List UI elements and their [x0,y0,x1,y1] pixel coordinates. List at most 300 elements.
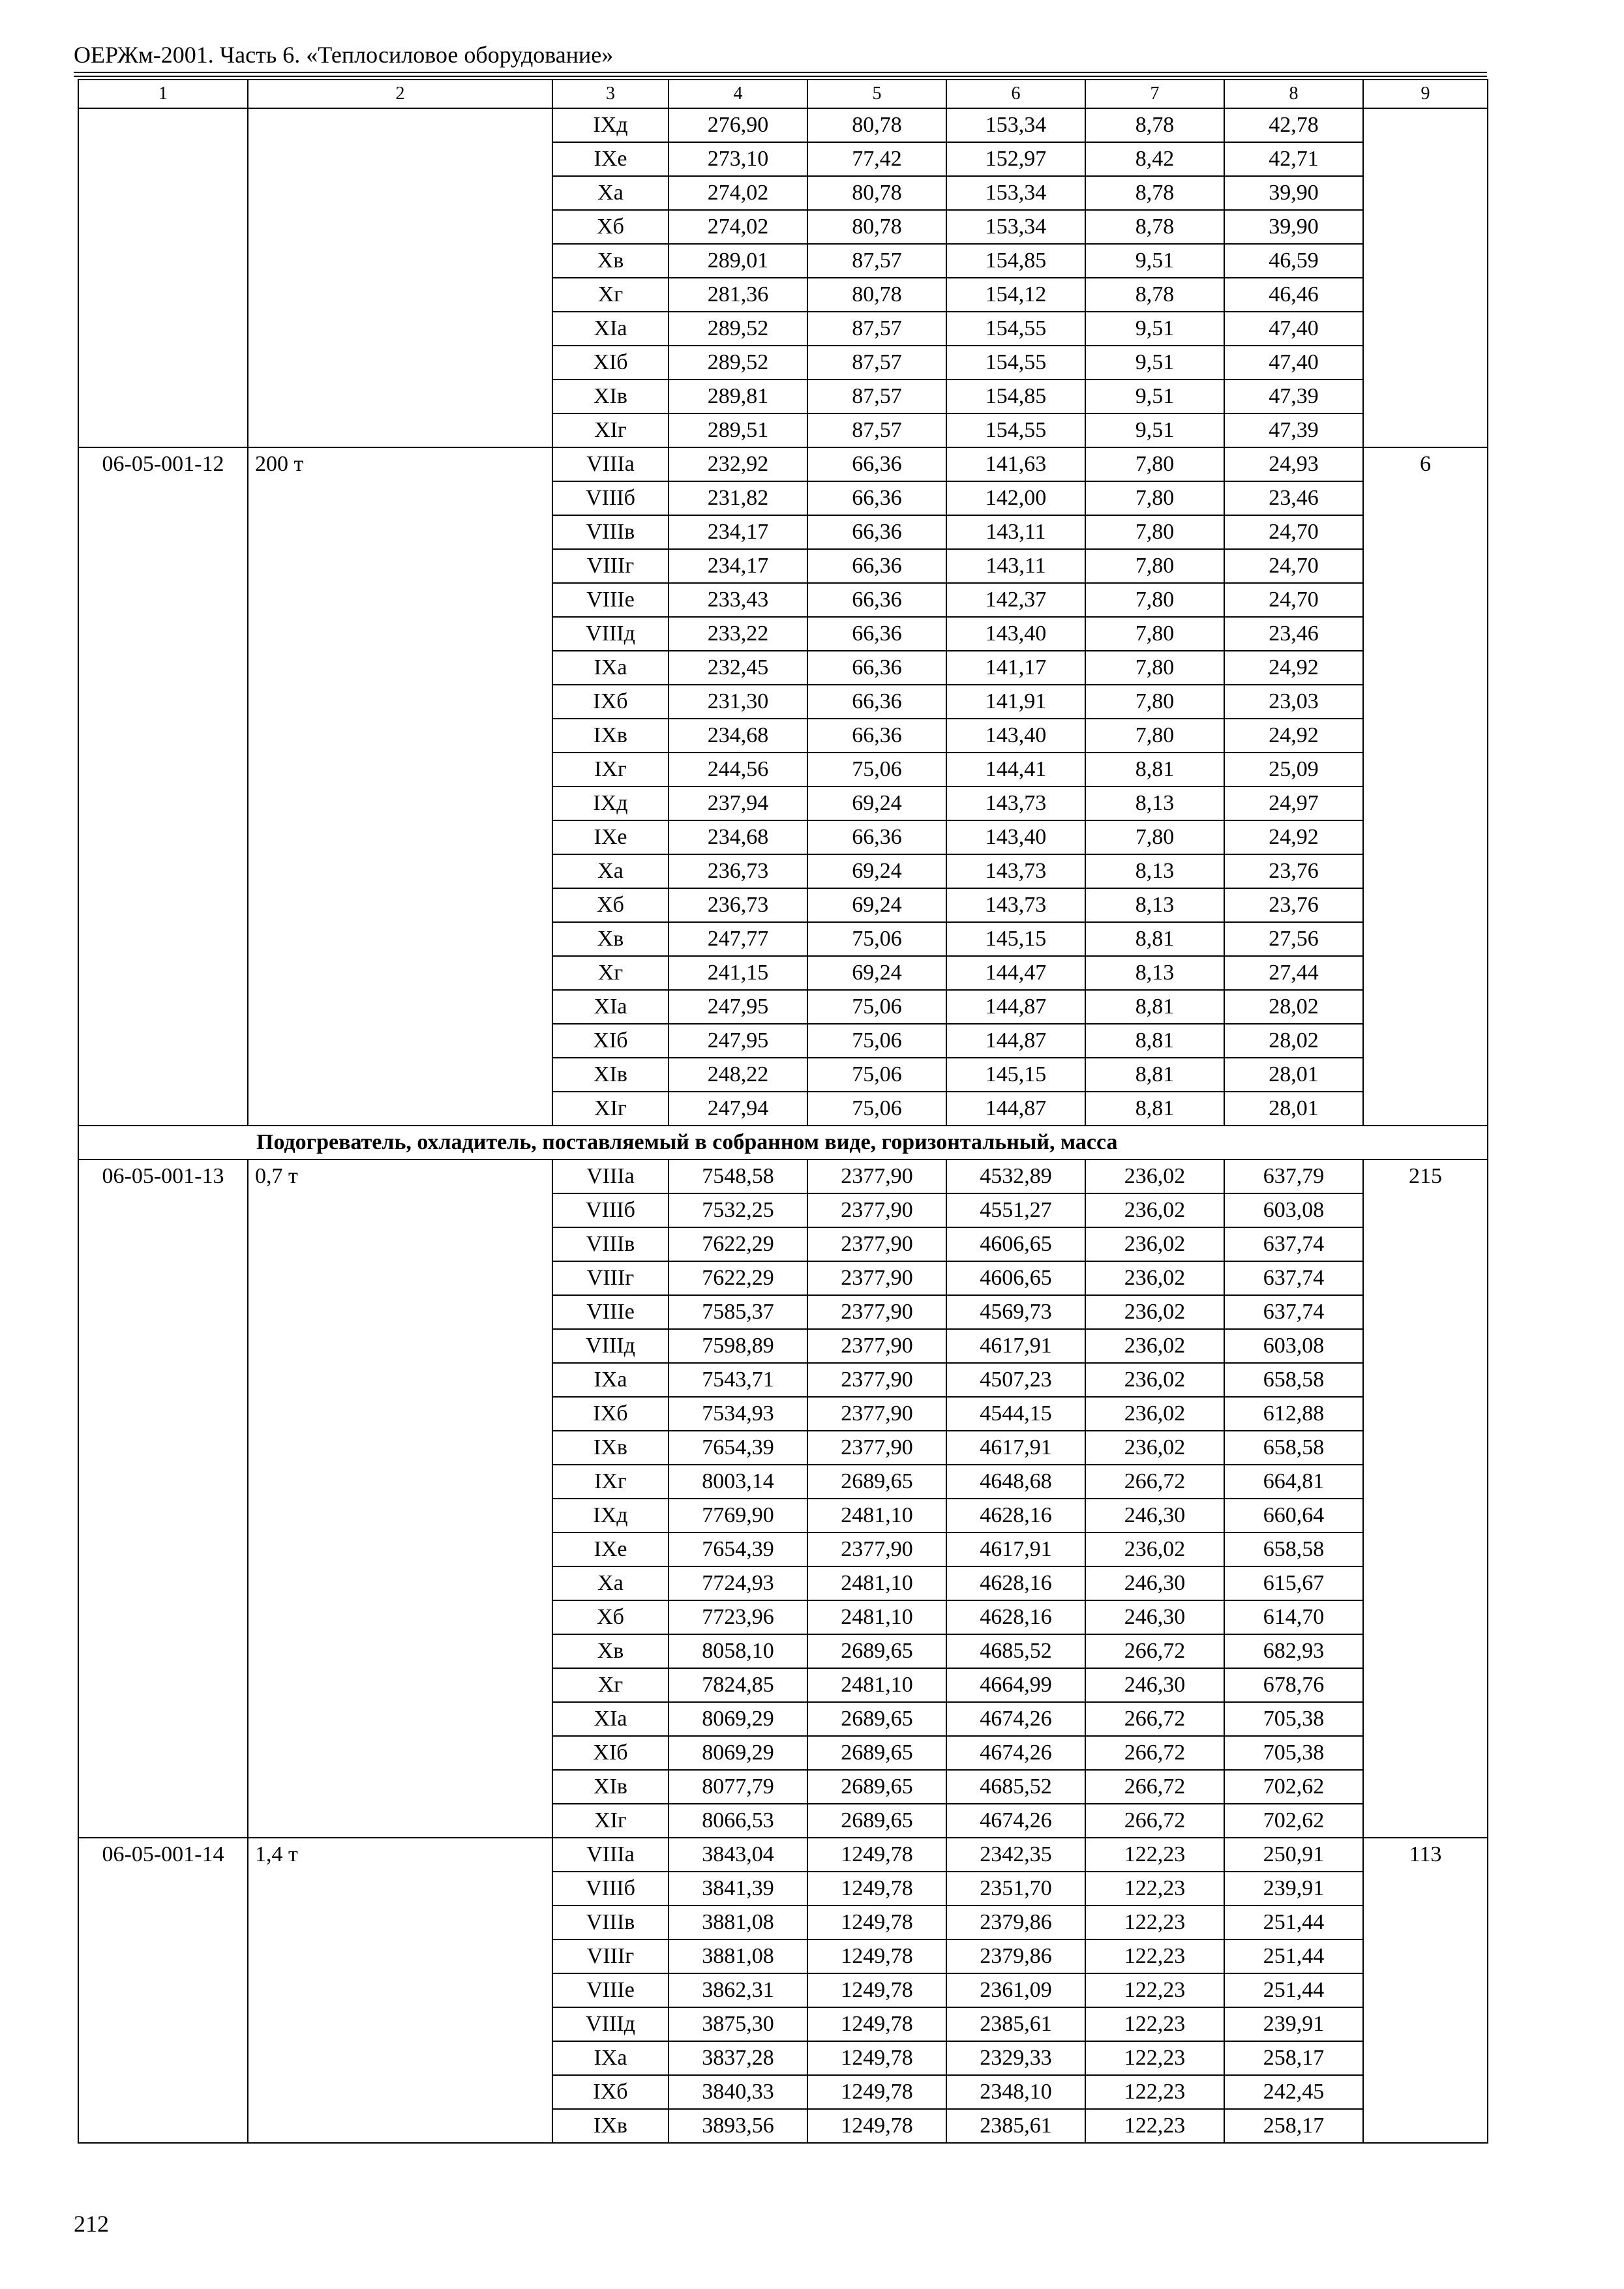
table-cell: 152,97 [946,142,1085,176]
table-cell: 2689,65 [807,1465,946,1499]
table-cell: 251,44 [1224,1906,1363,1939]
table-cell: IXе [552,1533,669,1566]
table-cell: 23,46 [1224,617,1363,651]
table-cell: 234,68 [669,820,807,854]
table-cell: VIIIв [552,1906,669,1939]
table-cell: 4664,99 [946,1668,1085,1702]
table-cell: 664,81 [1224,1465,1363,1499]
table-cell: VIIIв [552,515,669,549]
table-cell: 8,78 [1085,108,1224,142]
table-cell: 4685,52 [946,1634,1085,1668]
table-cell: 251,44 [1224,1973,1363,2007]
table-cell: 4648,68 [946,1465,1085,1499]
table-cell: 266,72 [1085,1736,1224,1770]
table-cell: 2377,90 [807,1329,946,1363]
table-cell: 122,23 [1085,1872,1224,1906]
table-cell: 1249,78 [807,2109,946,2143]
table-cell: XIв [552,1058,669,1092]
table-cell: 39,90 [1224,176,1363,210]
table-cell: 143,11 [946,549,1085,583]
table-cell: 8066,53 [669,1804,807,1838]
table-row [78,1159,1488,1193]
table-cell: Xа [552,176,669,210]
row-code-cell: 06-05-001-14 [78,1838,248,2143]
table-cell: 8,78 [1085,176,1224,210]
table-cell: 233,43 [669,583,807,617]
table-cell: 28,01 [1224,1058,1363,1092]
table-cell: 4606,65 [946,1261,1085,1295]
table-cell: 274,02 [669,210,807,244]
table-cell: 8,13 [1085,888,1224,922]
row-name-cell [248,108,552,447]
table-cell: 7622,29 [669,1261,807,1295]
table-cell: 1249,78 [807,2041,946,2075]
table-body [78,80,1488,2143]
table-row [78,447,1488,481]
table-cell: 682,93 [1224,1634,1363,1668]
table-cell: 7654,39 [669,1533,807,1566]
table-cell: 266,72 [1085,1804,1224,1838]
table-cell: 27,44 [1224,956,1363,990]
table-cell: 2377,90 [807,1397,946,1431]
table-cell: Xг [552,278,669,312]
header-rule-bottom [74,76,1487,77]
table-cell: 77,42 [807,142,946,176]
table-cell: 69,24 [807,786,946,820]
table-cell: Xб [552,888,669,922]
table-cell: Xб [552,1600,669,1634]
table-cell: 24,93 [1224,447,1363,481]
table-cell: 236,02 [1085,1431,1224,1465]
table-cell: 9,51 [1085,312,1224,346]
table-cell: 258,17 [1224,2109,1363,2143]
table-cell: 9,51 [1085,244,1224,278]
table-cell: VIIIд [552,1329,669,1363]
table-cell: 24,70 [1224,583,1363,617]
table-cell: 637,74 [1224,1227,1363,1261]
table-cell: 47,40 [1224,346,1363,380]
table-cell: 141,91 [946,685,1085,719]
column-number-cell: 5 [807,80,946,108]
table-cell: 143,40 [946,820,1085,854]
table-cell: 144,47 [946,956,1085,990]
table-cell: 7,80 [1085,447,1224,481]
table-cell: IXг [552,1465,669,1499]
table-cell: 8,81 [1085,922,1224,956]
table-cell: 8069,29 [669,1736,807,1770]
table-cell: 144,87 [946,990,1085,1024]
table-cell: 144,87 [946,1092,1085,1126]
table-cell: XIа [552,312,669,346]
table-cell: 1249,78 [807,1906,946,1939]
table-cell: 236,02 [1085,1397,1224,1431]
table-cell: 87,57 [807,244,946,278]
table-cell: 658,58 [1224,1363,1363,1397]
table-cell: 7548,58 [669,1159,807,1193]
table-cell: 236,02 [1085,1227,1224,1261]
table-cell: IXб [552,685,669,719]
table-cell: 4628,16 [946,1600,1085,1634]
table-cell: 3843,04 [669,1838,807,1872]
table-cell: Xг [552,1668,669,1702]
table-cell: IXе [552,820,669,854]
table-cell: 2385,61 [946,2109,1085,2143]
table-cell: VIIIг [552,1939,669,1973]
table-cell: 24,92 [1224,651,1363,685]
table-cell: 80,78 [807,210,946,244]
table-cell: 7,80 [1085,583,1224,617]
table-cell: 8,13 [1085,854,1224,888]
table-cell: 27,56 [1224,922,1363,956]
table-cell: XIб [552,346,669,380]
table-cell: 8,81 [1085,1092,1224,1126]
table-cell: 251,44 [1224,1939,1363,1973]
table-cell: VIIIв [552,1227,669,1261]
section-heading-row [78,1126,1488,1159]
table-cell: 281,36 [669,278,807,312]
table-cell: IXд [552,786,669,820]
table-cell: 2385,61 [946,2007,1085,2041]
table-cell: VIIIг [552,1261,669,1295]
table-cell: 637,74 [1224,1295,1363,1329]
table-cell: 236,02 [1085,1533,1224,1566]
table-cell: 7,80 [1085,481,1224,515]
table-cell: 8003,14 [669,1465,807,1499]
table-cell: 7532,25 [669,1193,807,1227]
table-cell: 143,73 [946,888,1085,922]
table-cell: 8,78 [1085,278,1224,312]
table-cell: 154,55 [946,346,1085,380]
table-cell: 3881,08 [669,1906,807,1939]
table-cell: 246,30 [1085,1566,1224,1600]
table-cell: 3862,31 [669,1973,807,2007]
table-cell: 75,06 [807,1024,946,1058]
table-cell: VIIIг [552,549,669,583]
table-cell: 266,72 [1085,1465,1224,1499]
table-cell: 2689,65 [807,1770,946,1804]
table-cell: 8077,79 [669,1770,807,1804]
table-cell: 658,58 [1224,1431,1363,1465]
table-cell: 702,62 [1224,1804,1363,1838]
table-cell: 7824,85 [669,1668,807,1702]
table-cell: 2348,10 [946,2075,1085,2109]
table-cell: 143,73 [946,854,1085,888]
table-cell: 614,70 [1224,1600,1363,1634]
table-cell: 75,06 [807,1058,946,1092]
table-cell: 143,73 [946,786,1085,820]
table-cell: 39,90 [1224,210,1363,244]
table-cell: 2377,90 [807,1431,946,1465]
table-cell: 122,23 [1085,2041,1224,2075]
table-cell: 273,10 [669,142,807,176]
table-cell: 258,17 [1224,2041,1363,2075]
table-cell: 75,06 [807,753,946,786]
table-cell: 3875,30 [669,2007,807,2041]
table-cell: 266,72 [1085,1634,1224,1668]
table-cell: 4674,26 [946,1804,1085,1838]
table-cell: 237,94 [669,786,807,820]
table-cell: XIб [552,1736,669,1770]
table-cell: 66,36 [807,617,946,651]
table-cell: 46,59 [1224,244,1363,278]
table-cell: 66,36 [807,515,946,549]
column-number-row [78,80,1488,108]
table-cell: 75,06 [807,922,946,956]
table-cell: 274,02 [669,176,807,210]
table-cell: 8,81 [1085,1024,1224,1058]
table-cell: 2689,65 [807,1634,946,1668]
table-cell: VIIIе [552,1295,669,1329]
table-cell: 246,30 [1085,1668,1224,1702]
table-cell: 2329,33 [946,2041,1085,2075]
table-cell: 705,38 [1224,1736,1363,1770]
table-row [78,1838,1488,1872]
table-cell: 23,03 [1224,685,1363,719]
table-cell: 66,36 [807,651,946,685]
table-cell: 615,67 [1224,1566,1363,1600]
table-cell: 69,24 [807,888,946,922]
table-cell: 702,62 [1224,1770,1363,1804]
table-cell: 122,23 [1085,2007,1224,2041]
table-cell: 9,51 [1085,380,1224,413]
table-cell: 4606,65 [946,1227,1085,1261]
table-cell: 143,40 [946,617,1085,651]
page-number: 212 [74,2211,109,2237]
table-cell: 66,36 [807,549,946,583]
column-number-cell: 3 [552,80,669,108]
column-number-cell: 8 [1224,80,1363,108]
table-cell: 266,72 [1085,1702,1224,1736]
table-cell: 3841,39 [669,1872,807,1906]
table-cell: 80,78 [807,108,946,142]
table-cell: 2342,35 [946,1838,1085,1872]
table-cell: 7,80 [1085,549,1224,583]
table-cell: 239,91 [1224,1872,1363,1906]
table-cell: 7,80 [1085,617,1224,651]
table-cell: 2377,90 [807,1193,946,1227]
table-cell: Xг [552,956,669,990]
column-number-cell: 6 [946,80,1085,108]
price-table [78,79,1488,2144]
table-cell: 236,02 [1085,1193,1224,1227]
table-cell: 1249,78 [807,1872,946,1906]
table-cell: 289,51 [669,413,807,447]
table-cell: 80,78 [807,278,946,312]
row-name-cell: 0,7 т [248,1159,552,1838]
table-cell: IXа [552,651,669,685]
table-cell: 47,40 [1224,312,1363,346]
table-cell: 7598,89 [669,1329,807,1363]
table-cell: 24,97 [1224,786,1363,820]
table-cell: 2379,86 [946,1939,1085,1973]
table-cell: 4532,89 [946,1159,1085,1193]
table-cell: 154,55 [946,413,1085,447]
table-cell: 141,17 [946,651,1085,685]
table-cell: XIв [552,1770,669,1804]
table-cell: 236,02 [1085,1159,1224,1193]
table-cell: 236,02 [1085,1295,1224,1329]
table-cell: 69,24 [807,956,946,990]
table-cell: 2481,10 [807,1600,946,1634]
table-cell: 246,30 [1085,1600,1224,1634]
table-cell: 244,56 [669,753,807,786]
column-number-cell: 7 [1085,80,1224,108]
table-cell: IXб [552,1397,669,1431]
table-cell: 1249,78 [807,2075,946,2109]
table-cell: 4628,16 [946,1499,1085,1533]
table-cell: IXг [552,753,669,786]
table-cell: 8,81 [1085,753,1224,786]
table-cell: 234,68 [669,719,807,753]
table-cell: 145,15 [946,1058,1085,1092]
table-cell: 2689,65 [807,1736,946,1770]
table-cell: 145,15 [946,922,1085,956]
table-cell: 122,23 [1085,1906,1224,1939]
table-cell: 3837,28 [669,2041,807,2075]
table-cell: 658,58 [1224,1533,1363,1566]
table-cell: 239,91 [1224,2007,1363,2041]
table-cell: XIа [552,1702,669,1736]
table-cell: 122,23 [1085,2075,1224,2109]
column-number-cell: 9 [1363,80,1488,108]
table-cell: 153,34 [946,176,1085,210]
table-cell: 4617,91 [946,1329,1085,1363]
table-cell: 8,13 [1085,956,1224,990]
table-cell: 2689,65 [807,1804,946,1838]
table-cell: VIIIа [552,447,669,481]
section-heading: Подогреватель, охладитель, поставляемый в собранном виде, горизонтальный, масса [78,1126,1488,1159]
row-code-cell: 06-05-001-13 [78,1159,248,1838]
table-cell: XIв [552,380,669,413]
table-cell: 705,38 [1224,1702,1363,1736]
page-header-title: ОЕРЖм-2001. Часть 6. «Теплосиловое оборудование» [74,42,614,68]
table-cell: 2689,65 [807,1702,946,1736]
table-cell: 7622,29 [669,1227,807,1261]
table-row [78,108,1488,142]
table-cell: 7534,93 [669,1397,807,1431]
table-cell: 25,09 [1224,753,1363,786]
table-cell: 7,80 [1085,515,1224,549]
table-cell: 232,92 [669,447,807,481]
table-cell: VIIIб [552,481,669,515]
table-cell: 143,11 [946,515,1085,549]
table-cell: IXв [552,719,669,753]
table-cell: XIг [552,1804,669,1838]
table-cell: 24,70 [1224,515,1363,549]
table-cell: VIIIе [552,583,669,617]
table-cell: 247,77 [669,922,807,956]
table-cell: 9,51 [1085,413,1224,447]
table-cell: 122,23 [1085,1838,1224,1872]
table-cell: 7585,37 [669,1295,807,1329]
table-cell: 24,70 [1224,549,1363,583]
table-cell: 234,17 [669,515,807,549]
table-cell: 4628,16 [946,1566,1085,1600]
table-cell: Xа [552,1566,669,1600]
table-cell: 2377,90 [807,1159,946,1193]
table-cell: 142,37 [946,583,1085,617]
table-cell: 236,02 [1085,1261,1224,1295]
table-cell: 69,24 [807,854,946,888]
table-cell: 8,13 [1085,786,1224,820]
table-cell: 289,52 [669,346,807,380]
table-cell: 23,76 [1224,888,1363,922]
table-cell: 122,23 [1085,1939,1224,1973]
table-cell: 87,57 [807,380,946,413]
table-cell: 87,57 [807,346,946,380]
table-cell: IXе [552,142,669,176]
table-cell: 250,91 [1224,1838,1363,1872]
table-cell: 8,81 [1085,1058,1224,1092]
table-cell: 289,81 [669,380,807,413]
table-cell: 234,17 [669,549,807,583]
row-unit-cell: 6 [1363,447,1488,1126]
table-cell: 122,23 [1085,1973,1224,2007]
table-cell: 241,15 [669,956,807,990]
table-cell: 87,57 [807,413,946,447]
table-cell: 7723,96 [669,1600,807,1634]
table-cell: 232,45 [669,651,807,685]
table-cell: 247,95 [669,990,807,1024]
table-cell: VIIIд [552,2007,669,2041]
table-cell: XIб [552,1024,669,1058]
table-cell: 66,36 [807,447,946,481]
table-cell: 144,87 [946,1024,1085,1058]
column-number-cell: 4 [669,80,807,108]
table-cell: 2377,90 [807,1261,946,1295]
table-cell: 603,08 [1224,1329,1363,1363]
table-cell: IXа [552,1363,669,1397]
row-code-cell [78,108,248,447]
table-cell: 66,36 [807,481,946,515]
table-cell: 80,78 [807,176,946,210]
table-cell: 2481,10 [807,1499,946,1533]
table-cell: 2377,90 [807,1533,946,1566]
table-cell: 24,92 [1224,820,1363,854]
table-cell: IXб [552,2075,669,2109]
table-cell: 2377,90 [807,1295,946,1329]
table-cell: Xв [552,1634,669,1668]
header-rule-top [74,72,1487,73]
table-cell: VIIIд [552,617,669,651]
table-cell: 678,76 [1224,1668,1363,1702]
table-cell: Xб [552,210,669,244]
row-unit-cell: 215 [1363,1159,1488,1838]
table-cell: 154,55 [946,312,1085,346]
table-cell: 289,01 [669,244,807,278]
table-cell: 246,30 [1085,1499,1224,1533]
table-cell: 47,39 [1224,380,1363,413]
table-cell: XIг [552,1092,669,1126]
table-cell: VIIIа [552,1159,669,1193]
table-cell: 142,00 [946,481,1085,515]
table-cell: 236,02 [1085,1363,1224,1397]
table-cell: 7769,90 [669,1499,807,1533]
table-cell: 4569,73 [946,1295,1085,1329]
table-cell: 247,94 [669,1092,807,1126]
row-name-cell: 1,4 т [248,1838,552,2143]
table-cell: 603,08 [1224,1193,1363,1227]
table-cell: 144,41 [946,753,1085,786]
table-cell: 236,73 [669,888,807,922]
table-cell: 276,90 [669,108,807,142]
table-cell: 248,22 [669,1058,807,1092]
row-unit-cell [1363,108,1488,447]
table-cell: XIг [552,413,669,447]
table-cell: 4551,27 [946,1193,1085,1227]
table-cell: 4544,15 [946,1397,1085,1431]
table-cell: 143,40 [946,719,1085,753]
